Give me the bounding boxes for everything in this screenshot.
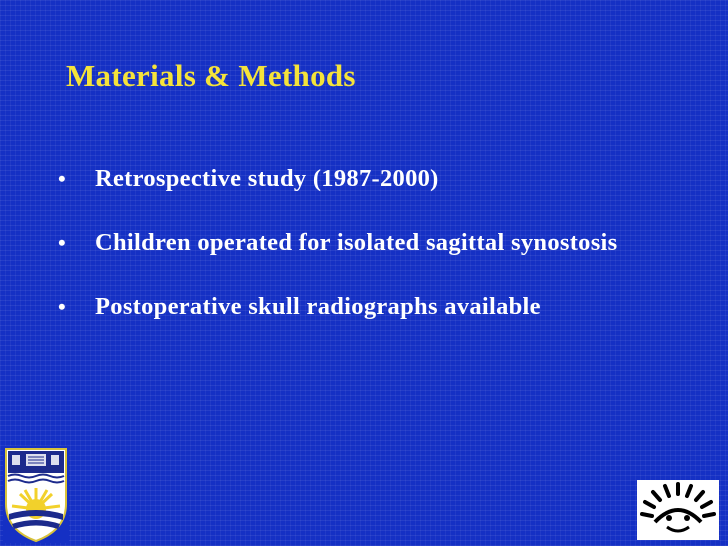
university-crest-icon: [3, 446, 69, 543]
bullet-text: Retrospective study (1987-2000): [95, 165, 439, 192]
bullet-item: [58, 290, 698, 324]
bullet-dot-icon: •: [58, 166, 67, 191]
bullet-list: [58, 162, 698, 354]
sun-face-icon: [637, 480, 719, 540]
bullet-text: Children operated for isolated sagittal synostosis: [95, 229, 618, 256]
bullet-item: [58, 162, 698, 196]
slide-title: Materials & Methods: [66, 58, 356, 93]
bullet-item: [58, 226, 698, 260]
bullet-dot-icon: •: [58, 230, 67, 255]
bullet-dot-icon: •: [58, 294, 67, 319]
bullet-text: Postoperative skull radiographs available: [95, 293, 541, 320]
